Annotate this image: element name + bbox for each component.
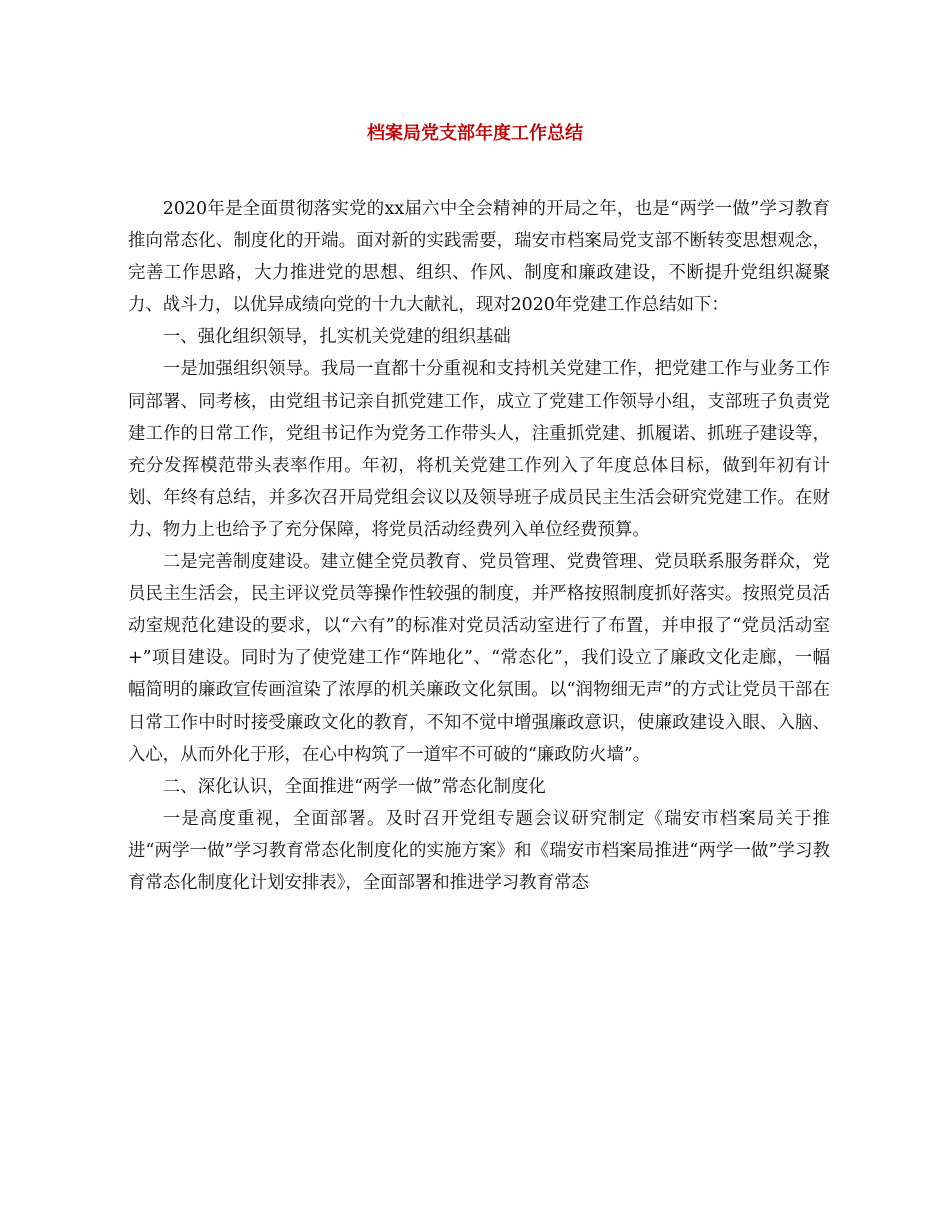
document-body — [128, 193, 830, 899]
paragraph-intro: 2020年是全面贯彻落实党的xx届六中全会精神的开局之年，也是“两学一做”学习教育推向常态化、制度化的开端。面对新的实践需要，瑞安市档案局党支部不断转变思想观念，完善工作思路，大力推进党的思想、组织、作风、制度和廉政建设，不断提升党组织凝聚力、战斗力，以优异成绩向党的十九大献礼，现对2020年党建工作总结如下： — [128, 199, 830, 316]
document-title: 档案局党支部年度工作总结 — [367, 123, 583, 144]
paragraph-leadership: 一是加强组织领导。我局一直都十分重视和支持机关党建工作，把党建工作与业务工作同部署、同考核，由党组书记亲自抓党建工作，成立了党建工作领导小组，支部班子负责党建工作的日常工作，党组书记作为党务工作带头人，注重抓党建、抓履诺、抓班子建设等，充分发挥模范带头表率作用。年初，将机关党建工作列入了年度总体目标，做到年初有计划、年终有总结，并多次召开局党组会议以及领导班子成员民主生活会研究党建工作。在财力、物力上也给予了充分保障，将党员活动经费列入单位经费预算。 — [128, 359, 830, 540]
section-heading-1: 一、强化组织领导，扎实机关党建的组织基础 — [162, 327, 511, 348]
paragraph-deployment: 一是高度重视，全面部署。及时召开党组专题会议研究制定《瑞安市档案局关于推进“两学一做”学习教育常态化制度化的实施方案》和《瑞安市档案局推进“两学一做”学习教育常态化制度化计划安排表》，全面部署和推进学习教育常态 — [128, 808, 830, 893]
section-heading-2: 二、深化认识，全面推进“两学一做”常态化制度化 — [162, 776, 546, 797]
paragraph-system-building: 二是完善制度建设。建立健全党员教育、党员管理、党费管理、党员联系服务群众，党员民主生活会，民主评议党员等操作性较强的制度，并严格按照制度抓好落实。按照党员活动室规范化建设的要求，以“六有”的标准对党员活动室进行了布置，并申报了“党员活动室+”项目建设。同时为了使党建工作“阵地化”、“常态化”，我们设立了廉政文化走廊，一幅幅简明的廉政宣传画渲染了浓厚的机关廉政文化氛围。以“润物细无声”的方式让党员干部在日常工作中时时接受廉政文化的教育，不知不觉中增强廉政意识，使廉政建设入眼、入脑、入心，从而外化于形，在心中构筑了一道牢不可破的“廉政防火墙”。 — [128, 552, 830, 765]
